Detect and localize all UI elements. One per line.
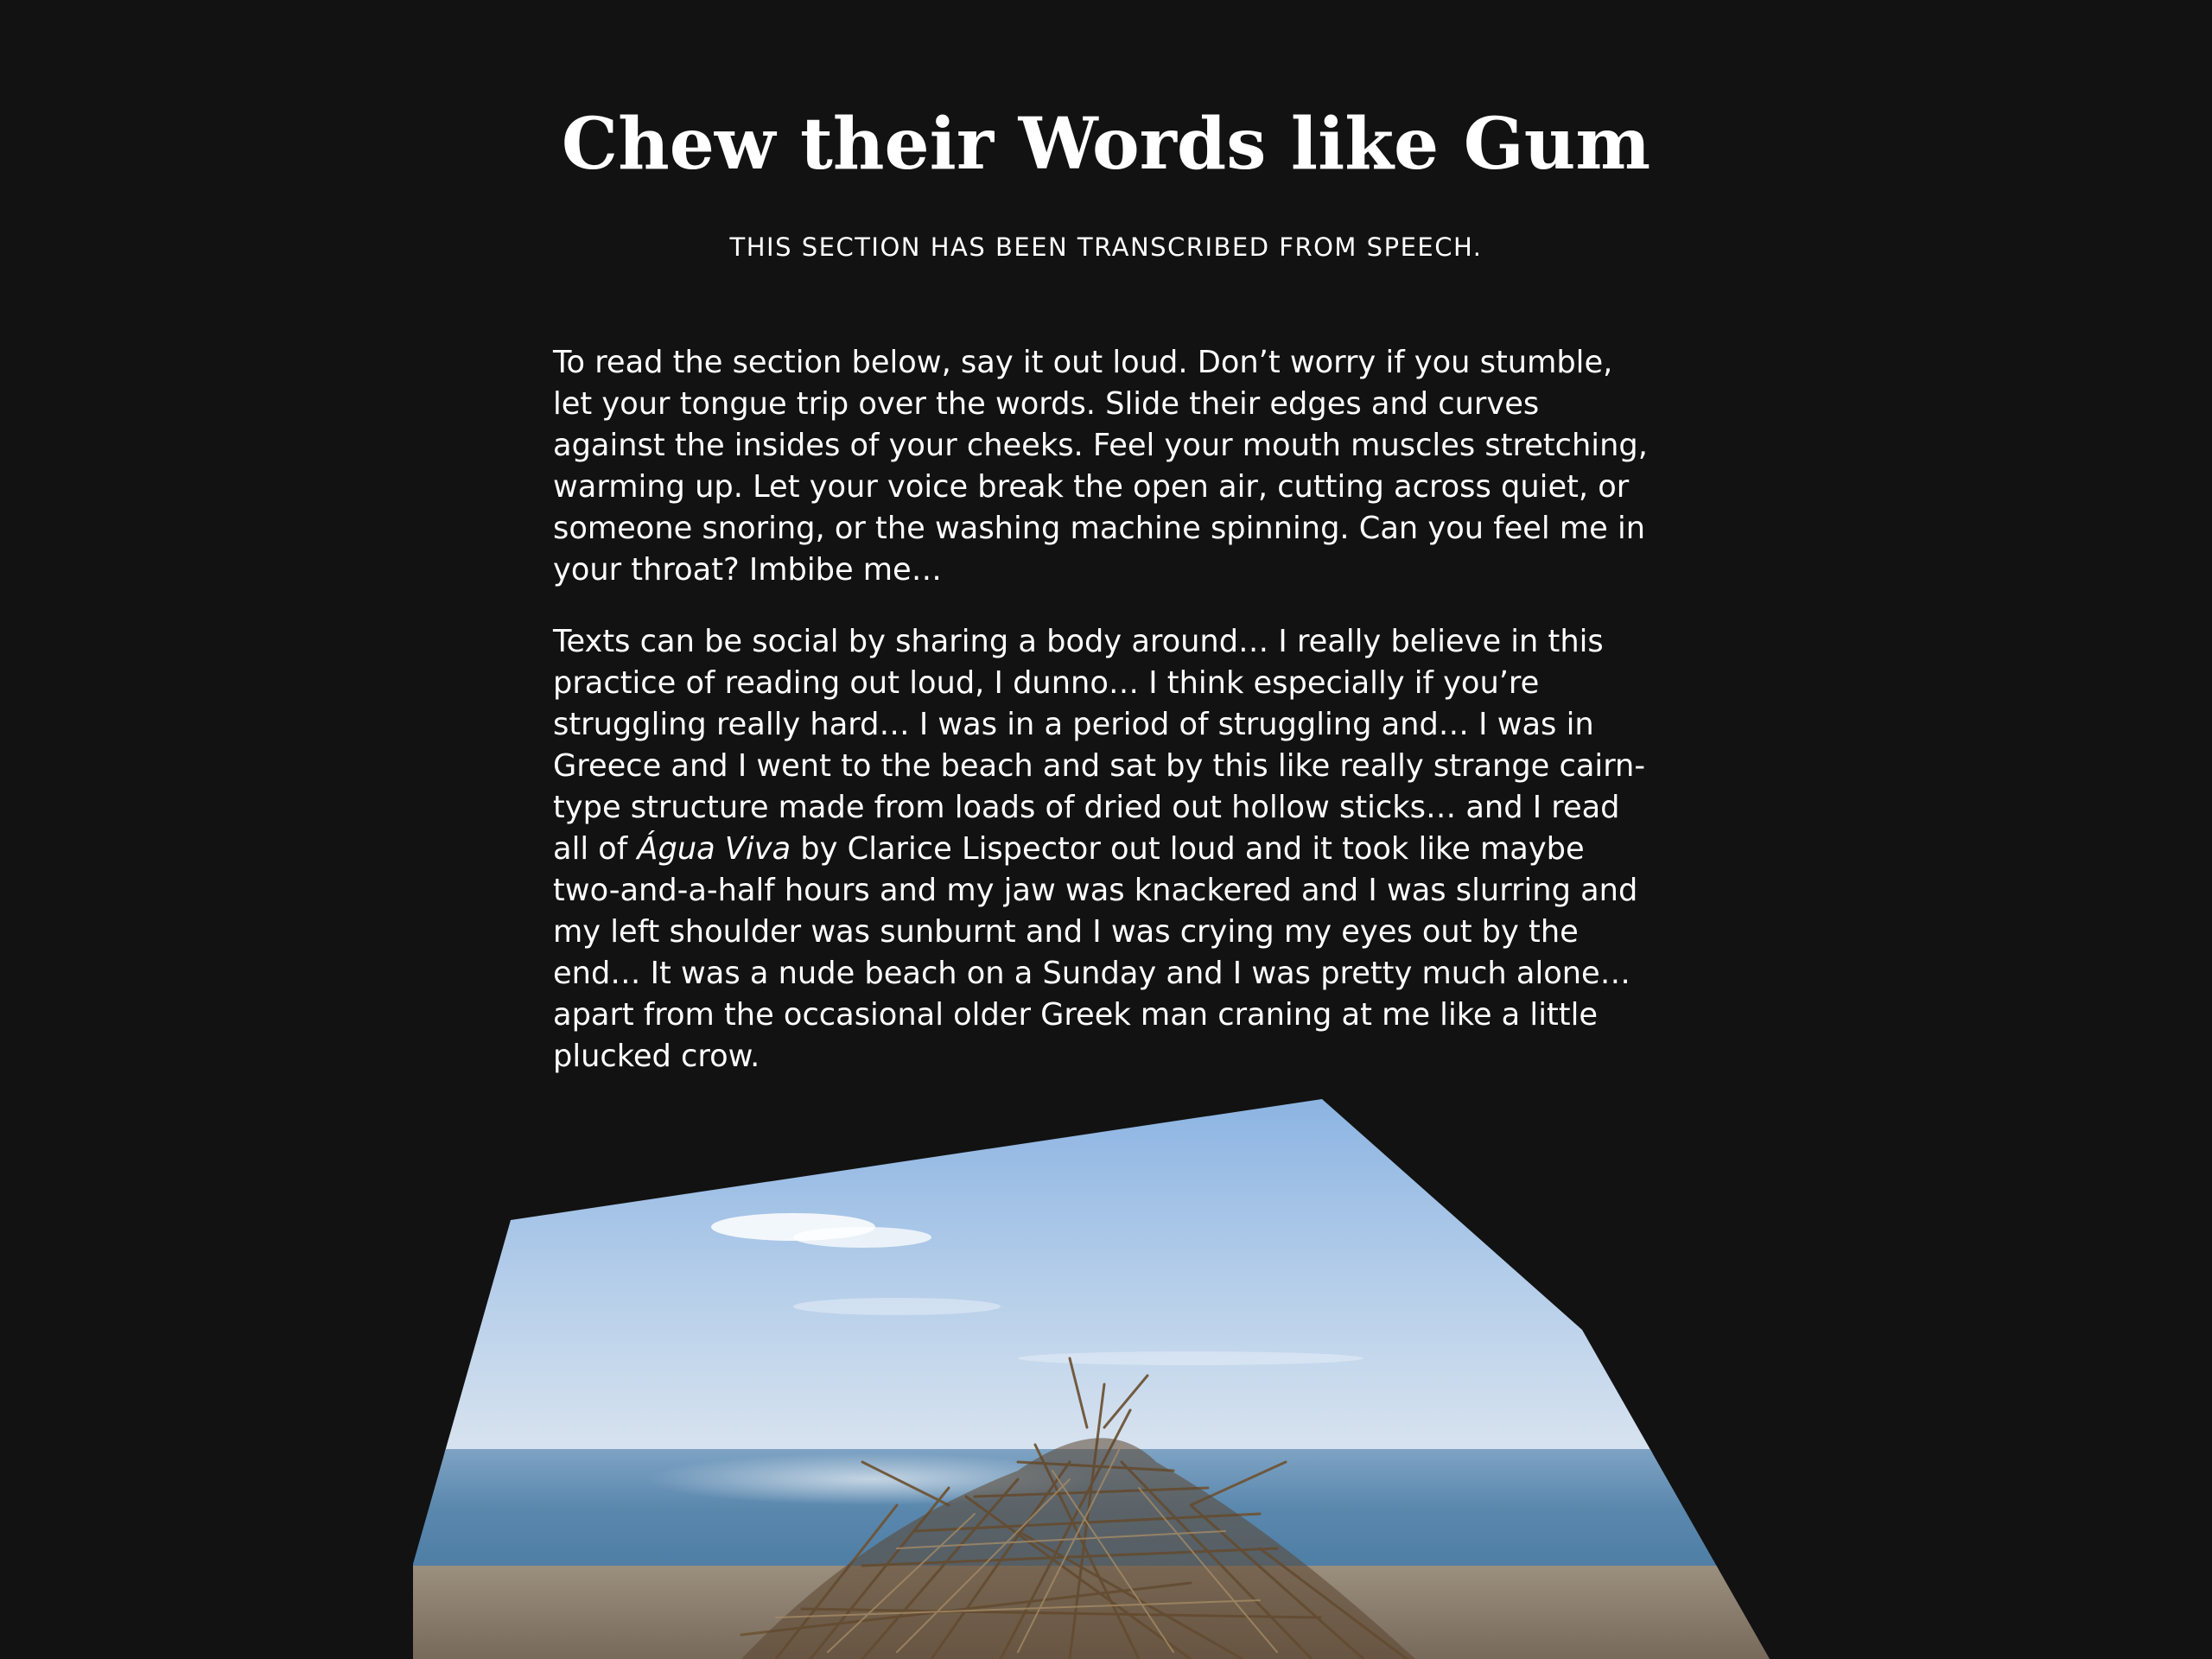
transcription-note: THIS SECTION HAS BEEN TRANSCRIBED FROM SPEECH.	[729, 232, 1483, 262]
paragraph-intro: To read the section below, say it out loud. Don’t worry if you stumble, let your tongue trip over the words. Slide their edges and curves against the insides of your cheeks. Feel your mouth muscles stretching, warming up. Let your voice break the open air, cutting across quiet, or someone snoring, or the washing machine spinning. Can you feel me in your throat? Imbibe me…	[553, 345, 1648, 588]
paragraph-story-end: by Clarice Lispector out loud and it took like maybe two-and-a-half hours and my jaw was knackered and I was slurring and my left shoulder was sunburnt and I was crying my eyes out by the end… It was a nude beach on a Sunday and I was pretty much alone… apart from the occasional older Greek man craning at me like a little plucked crow.	[553, 831, 1638, 1074]
paragraph-story	[553, 621, 1659, 1077]
book-title: Água Viva	[637, 831, 791, 867]
beach-photo	[413, 1099, 1770, 1659]
page-title: Chew their Words like Gum	[561, 103, 1651, 186]
paragraph-story-start: Texts can be social by sharing a body around… I really believe in this practice of reading out loud, I dunno… I think especially if you’re struggling really hard… I was in a period of struggling and… I was in Greece and I went to the beach and sat by this like really strange cairn-type structure made from loads of dried out hollow sticks… and I read all of	[553, 624, 1646, 867]
beach-photo-graphic	[413, 1099, 1770, 1659]
body-text	[553, 342, 1659, 1108]
